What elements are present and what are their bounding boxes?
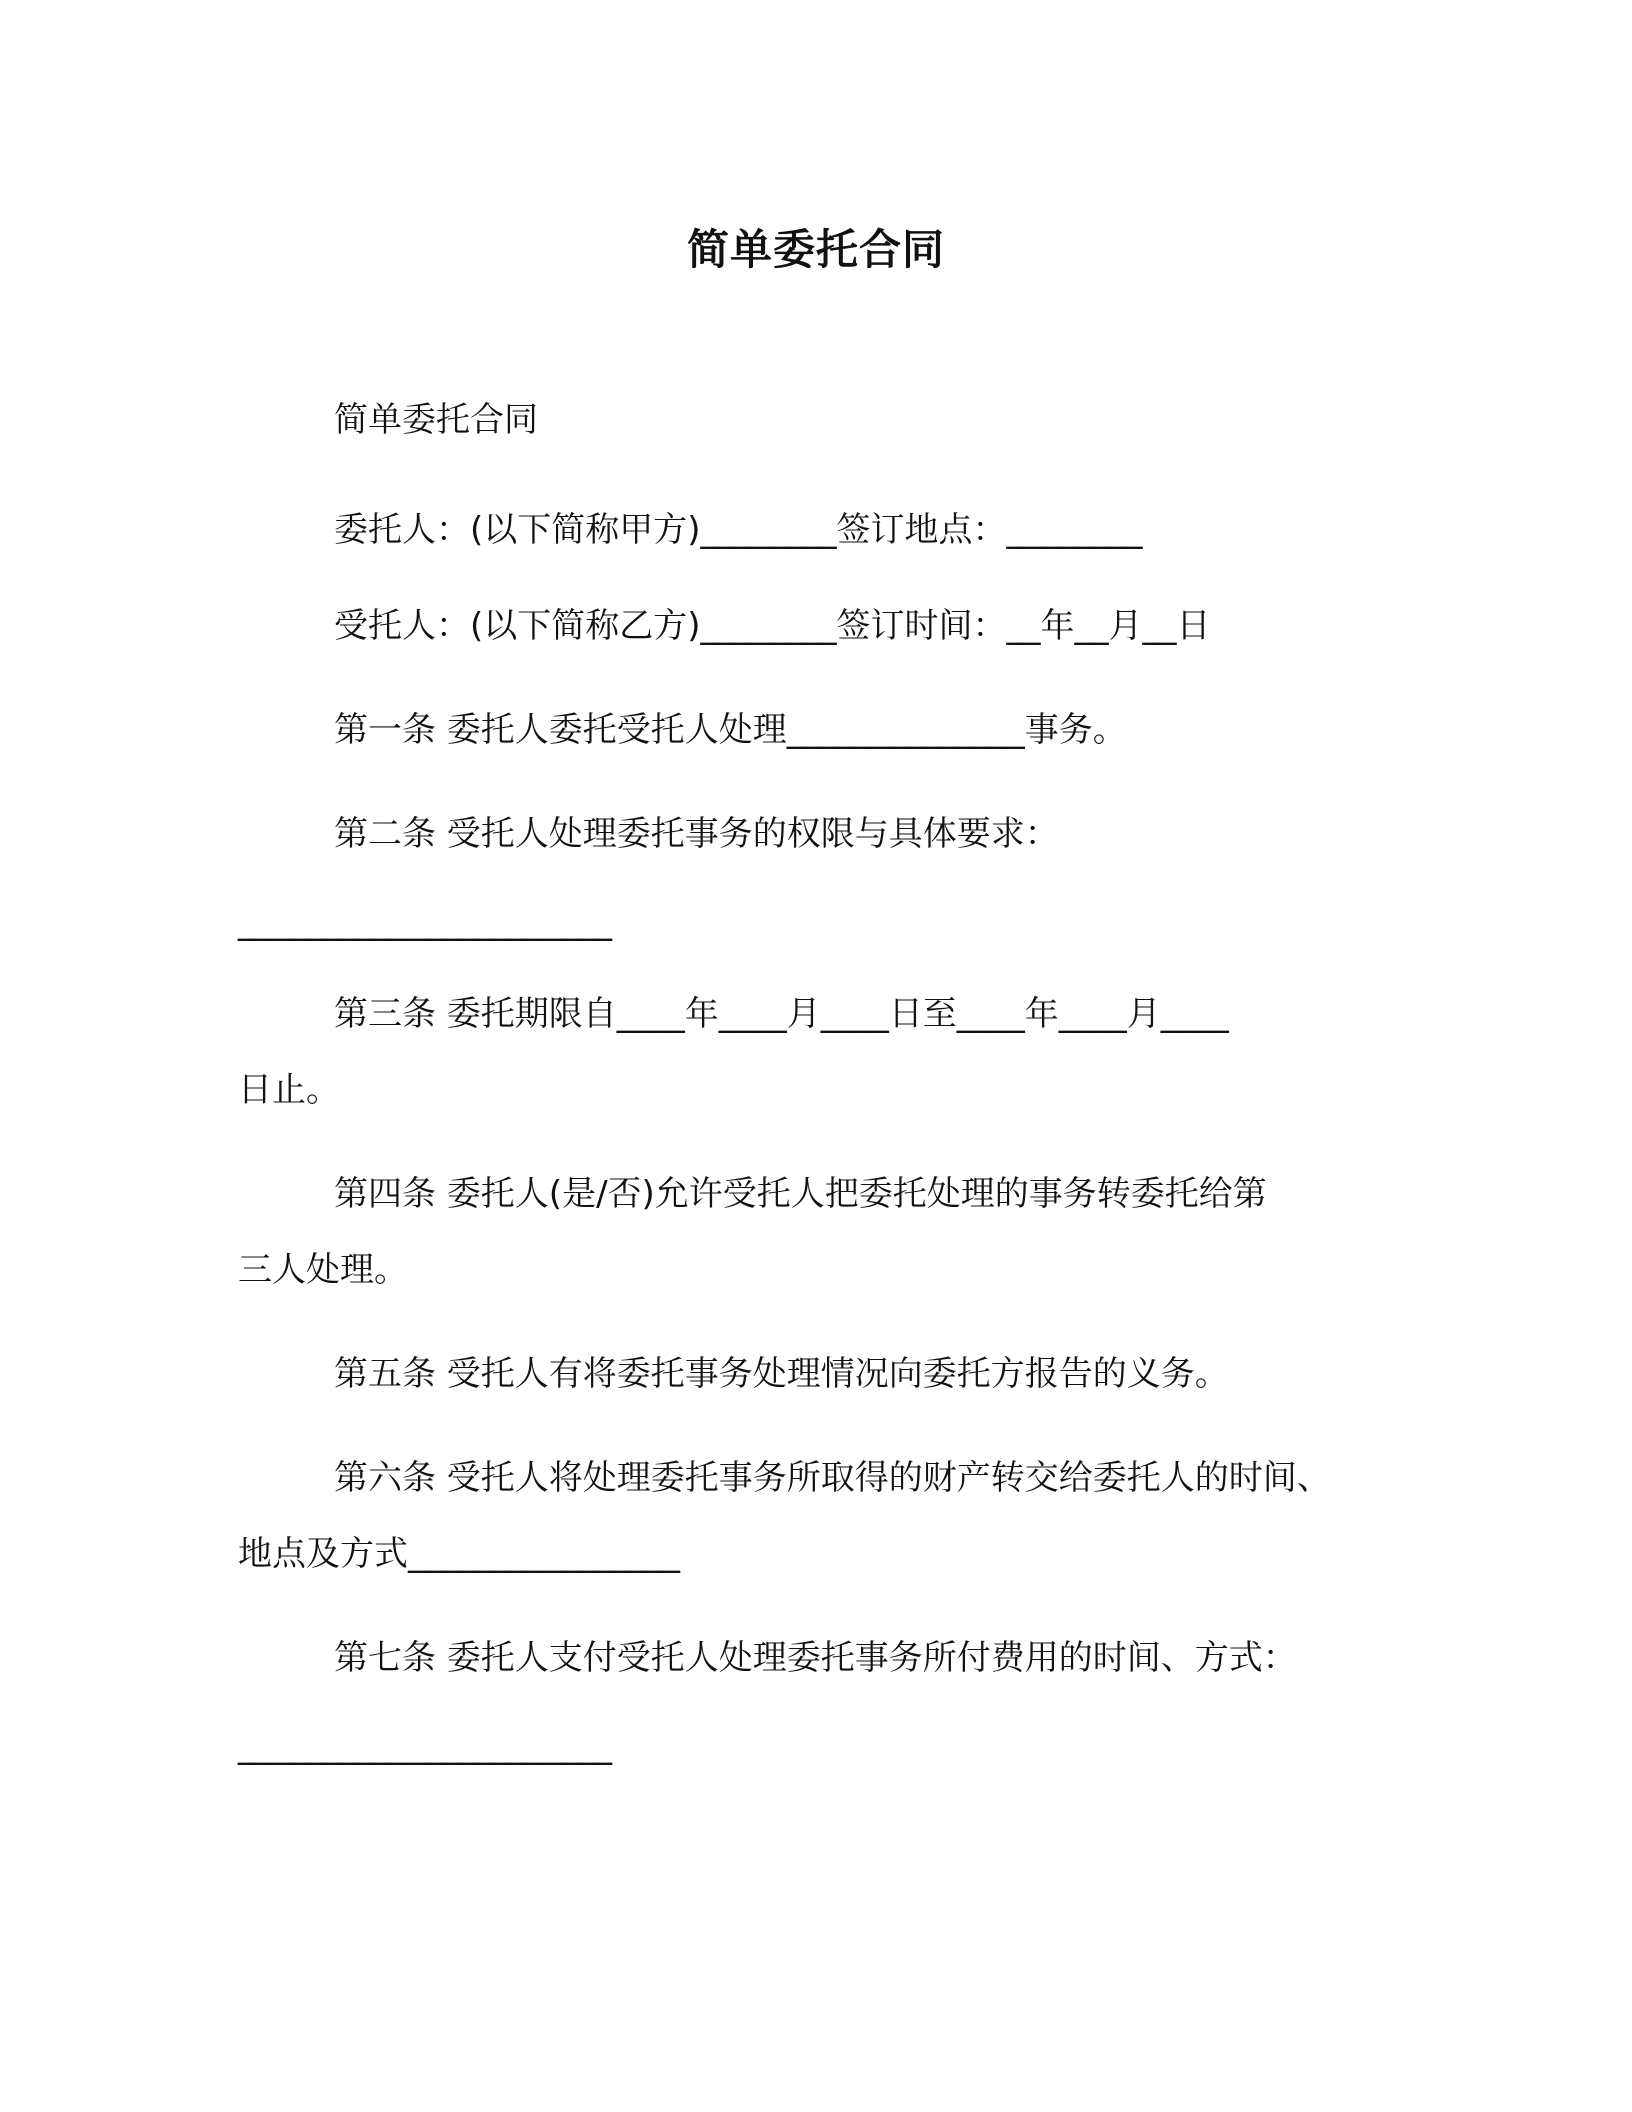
subtitle-line: 简单委托合同	[334, 400, 538, 440]
article-6-line-1: 第六条 受托人将处理委托事务所取得的财产转交给委托人的时间、	[334, 1458, 1331, 1498]
article-7-blank: ______________________	[238, 1726, 612, 1766]
article-2: 第二条 受托人处理委托事务的权限与具体要求：	[334, 814, 1059, 854]
document-title: 简单委托合同	[686, 225, 945, 274]
article-4-line-1: 第四条 委托人(是/否)允许受托人把委托处理的事务转委托给第	[334, 1174, 1267, 1214]
article-6-line-2: 地点及方式________________	[238, 1534, 680, 1574]
article-7: 第七条 委托人支付受托人处理委托事务所付费用的时间、方式：	[334, 1638, 1297, 1678]
agent-line: 受托人：(以下简称乙方)________签订时间：__年__月__日	[334, 606, 1211, 646]
article-1: 第一条 委托人委托受托人处理______________事务。	[334, 710, 1127, 750]
article-3-line-1: 第三条 委托期限自____年____月____日至____年____月____	[334, 994, 1229, 1034]
article-4-line-2: 三人处理。	[238, 1250, 408, 1290]
article-3-line-2: 日止。	[238, 1070, 340, 1110]
article-5: 第五条 受托人有将委托事务处理情况向委托方报告的义务。	[334, 1354, 1229, 1394]
article-2-blank: ______________________	[238, 902, 612, 942]
principal-line: 委托人：(以下简称甲方)________签订地点：________	[334, 510, 1143, 550]
